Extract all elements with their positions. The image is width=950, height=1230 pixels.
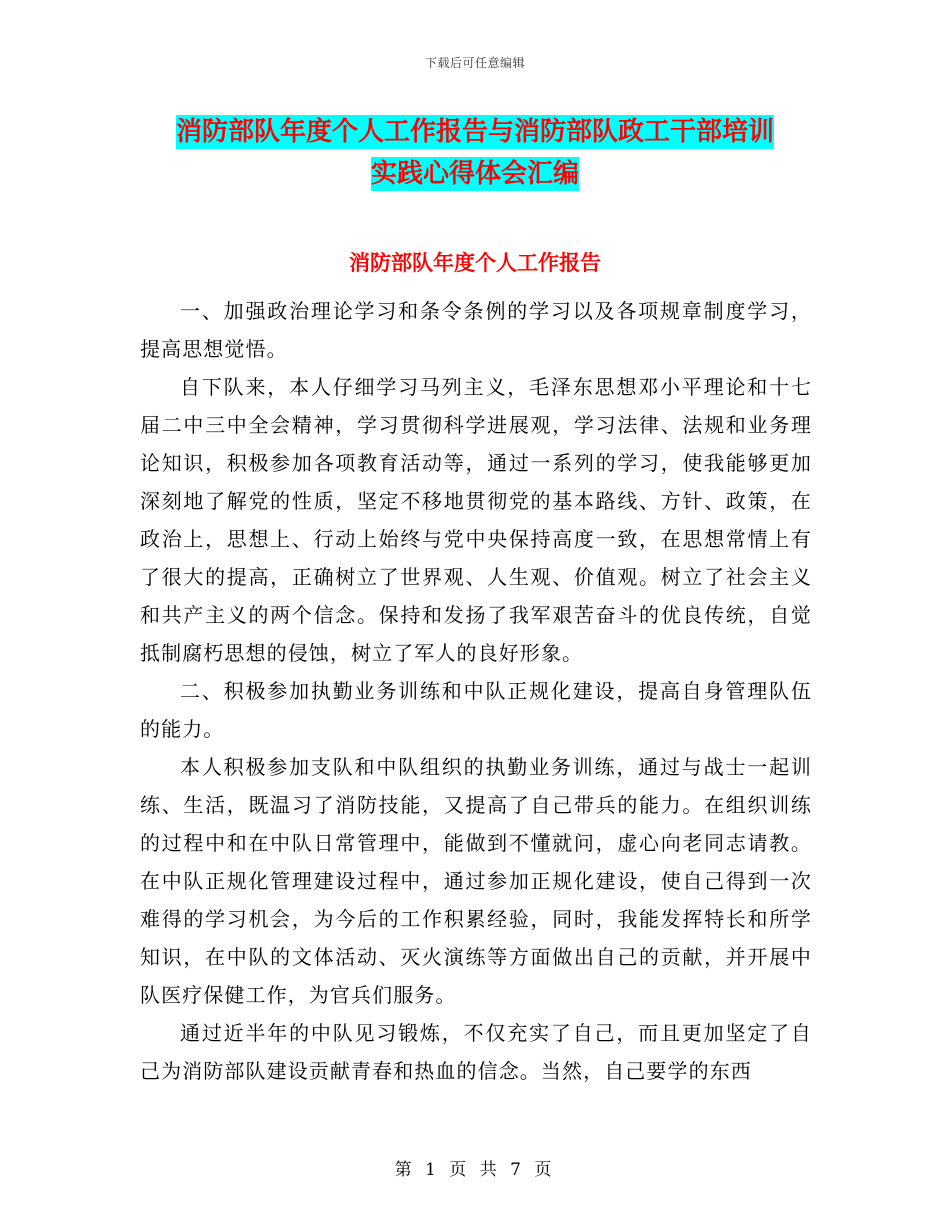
main-title-line-1 — [140, 110, 810, 154]
paragraph-3: 通过近半年的中队见习锻炼，不仅充实了自己，而且更加坚定了自己为消防部队建设贡献青春和热血的信念。当然，自己要学的东西 — [140, 1021, 812, 1083]
paragraph-heading-1: 一、加强政治理论学习和条令条例的学习以及各项规章制度学习，提高思想觉悟。 — [140, 299, 812, 361]
main-title-text-2: 实践心得体会汇编 — [370, 159, 579, 189]
header-note: 下载后可任意编辑 — [424, 56, 525, 70]
page-number-footer: 第 1 页 共 7 页 — [394, 1160, 556, 1180]
paragraph-heading-2: 二、积极参加执勤业务训练和中队正规化建设，提高自身管理队伍的能力。 — [140, 679, 812, 741]
paragraph-1: 自下队来，本人仔细学习马列主义，毛泽东思想邓小平理论和十七届二中三中全会精神，学习贯彻科学进展观，学习法律、法规和业务理论知识，积极参加各项教育活动等，通过一系列的学习，使我能够更加深刻地了解党的性质，坚定不移地贯彻党的基本路线、方针、政策，在政治上，思想上、行动上始终与党中央保持高度一致，在思想常情上有了很大的提高，正确树立了世界观、人生观、价值观。树立了社会主义和共产主义的两个信念。保持和发扬了我军艰苦奋斗的优良传统，自觉抵制腐朽思想的侵蚀，树立了军人的良好形象。 — [140, 375, 812, 665]
paragraph-2: 本人积极参加支队和中队组织的执勤业务训练，通过与战士一起训练、生活，既温习了消防技能，又提高了自己带兵的能力。在组织训练的过程中和在中队日常管理中，能做到不懂就问，虚心向老同志请教。在中队正规化管理建设过程中，通过参加正规化建设，使自己得到一次难得的学习机会，为今后的工作积累经验，同时，我能发挥特长和所学知识，在中队的文体活动、灭火演练等方面做出自己的贡献，并开展中队医疗保健工作，为官兵们服务。 — [140, 755, 812, 1007]
main-title-line-2 — [140, 152, 810, 196]
document-body — [140, 292, 812, 1090]
section-title: 消防部队年度个人工作报告 — [349, 250, 601, 275]
main-title-text-1: 消防部队年度个人工作报告与消防部队政工干部培训 — [175, 117, 774, 147]
